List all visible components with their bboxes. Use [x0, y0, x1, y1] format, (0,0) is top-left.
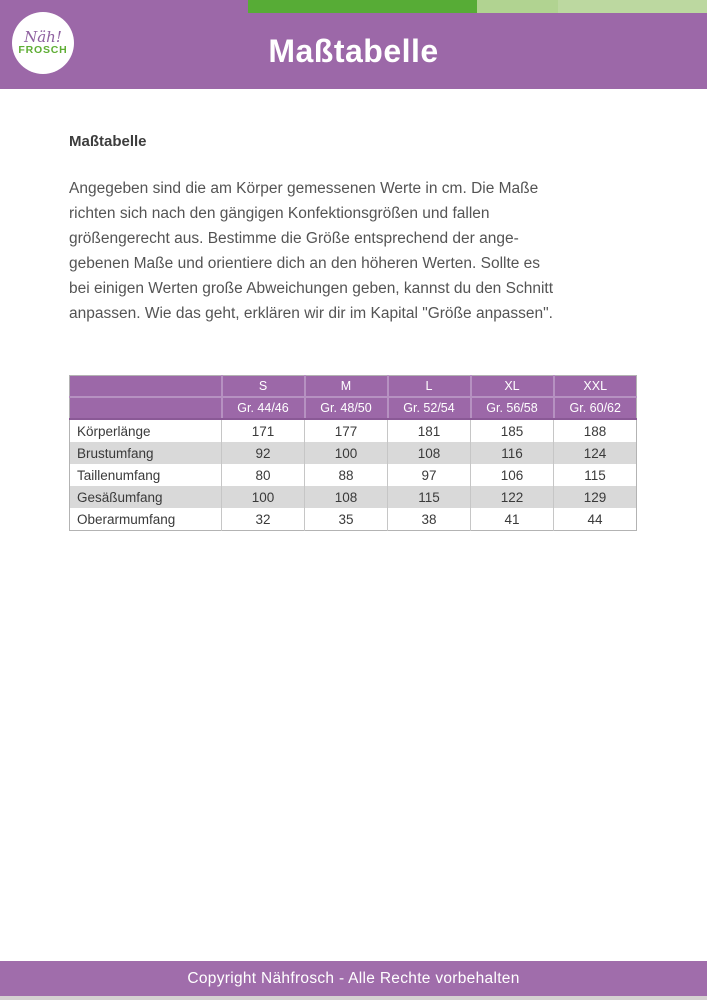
footer-band	[0, 961, 707, 996]
cell-value: 97	[388, 464, 471, 486]
cell-value: 116	[471, 442, 554, 464]
top-accent-bar-lighter-green	[558, 0, 707, 13]
paragraph-line: gebenen Maße und orientiere dich an den höheren Werten. Sollte es	[69, 255, 541, 272]
paragraph-line: anpassen. Wie das geht, erklären wir dir im Kapital "Größe anpassen".	[69, 305, 553, 322]
cell-value: 181	[388, 419, 471, 442]
header-band	[0, 0, 707, 89]
cell-value: 92	[222, 442, 305, 464]
col-header-m: M	[305, 376, 388, 398]
paragraph-line: richten sich nach den gängigen Konfektionsgrößen und fallen	[69, 205, 490, 222]
section-heading: Maßtabelle	[69, 133, 147, 150]
subheader-gr-56-58: Gr. 56/58	[471, 397, 554, 419]
row-label: Brustumfang	[70, 442, 222, 464]
corner-cell	[70, 397, 222, 419]
table-row-brustumfang	[70, 442, 637, 464]
page-title: Maßtabelle	[268, 32, 439, 69]
cell-value: 124	[583, 445, 607, 461]
cell-value: 41	[471, 508, 554, 531]
cell-value: 115	[388, 486, 471, 508]
top-accent-bar-light-green	[477, 0, 558, 13]
paragraph-line: bei einigen Werten große Abweichungen geben, kannst du den Schnitt	[69, 280, 553, 297]
cell-value: 44	[587, 511, 603, 527]
row-label: Körperlänge	[70, 419, 222, 442]
row-label: Gesäßumfang	[70, 486, 222, 508]
size-table	[69, 375, 637, 531]
size-subheader-row	[70, 397, 637, 419]
cell-value: 80	[222, 464, 305, 486]
subheader-gr-48-50: Gr. 48/50	[305, 397, 388, 419]
cell-value: 122	[471, 486, 554, 508]
col-header-xxl: XXL	[554, 376, 637, 398]
table-row-gesaessumfang	[70, 486, 637, 508]
col-header-l: L	[388, 376, 471, 398]
cell-value: 108	[388, 442, 471, 464]
cell-value: 100	[222, 486, 305, 508]
intro-paragraph	[69, 176, 659, 326]
cell-value: 100	[305, 442, 388, 464]
cell-value: 108	[305, 486, 388, 508]
copyright-text: Copyright Nähfrosch - Alle Rechte vorbehalten	[187, 969, 520, 987]
paragraph-line: Angegeben sind die am Körper gemessenen Werte in cm. Die Maße	[69, 180, 539, 197]
top-accent-bar-dark-green	[248, 0, 477, 13]
cell-value: 32	[222, 508, 305, 531]
naehfrosch-logo	[12, 12, 74, 74]
subheader-gr-44-46: Gr. 44/46	[222, 397, 305, 419]
table-row-taillenumfang	[70, 464, 637, 486]
col-header-xl: XL	[471, 376, 554, 398]
row-label: Taillenumfang	[70, 464, 222, 486]
bottom-accent-strip	[0, 996, 707, 1000]
logo-text-naeh: Näh!	[24, 28, 62, 46]
subheader-gr-60-62: Gr. 60/62	[554, 397, 637, 419]
col-header-s: S	[222, 376, 305, 398]
table-row-oberarmumfang	[70, 508, 637, 531]
cell-value: 171	[222, 419, 305, 442]
corner-cell	[70, 376, 222, 398]
cell-value: 106	[471, 464, 554, 486]
size-header-row	[70, 376, 637, 398]
paragraph-line: größengerecht aus. Bestimme die Größe entsprechend der ange-	[69, 230, 519, 247]
cell-value: 35	[305, 508, 388, 531]
row-label: Oberarmumfang	[70, 508, 222, 531]
cell-value: 185	[471, 419, 554, 442]
cell-value: 129	[583, 489, 607, 505]
size-table-container	[69, 375, 637, 531]
cell-value: 88	[305, 464, 388, 486]
subheader-gr-52-54: Gr. 52/54	[388, 397, 471, 419]
table-row-koerperlaenge	[70, 419, 637, 442]
cell-value: 38	[388, 508, 471, 531]
cell-value: 188	[583, 423, 607, 439]
logo-text-frosch: FROSCH	[18, 44, 68, 56]
cell-value: 115	[584, 467, 606, 483]
cell-value: 177	[305, 419, 388, 442]
